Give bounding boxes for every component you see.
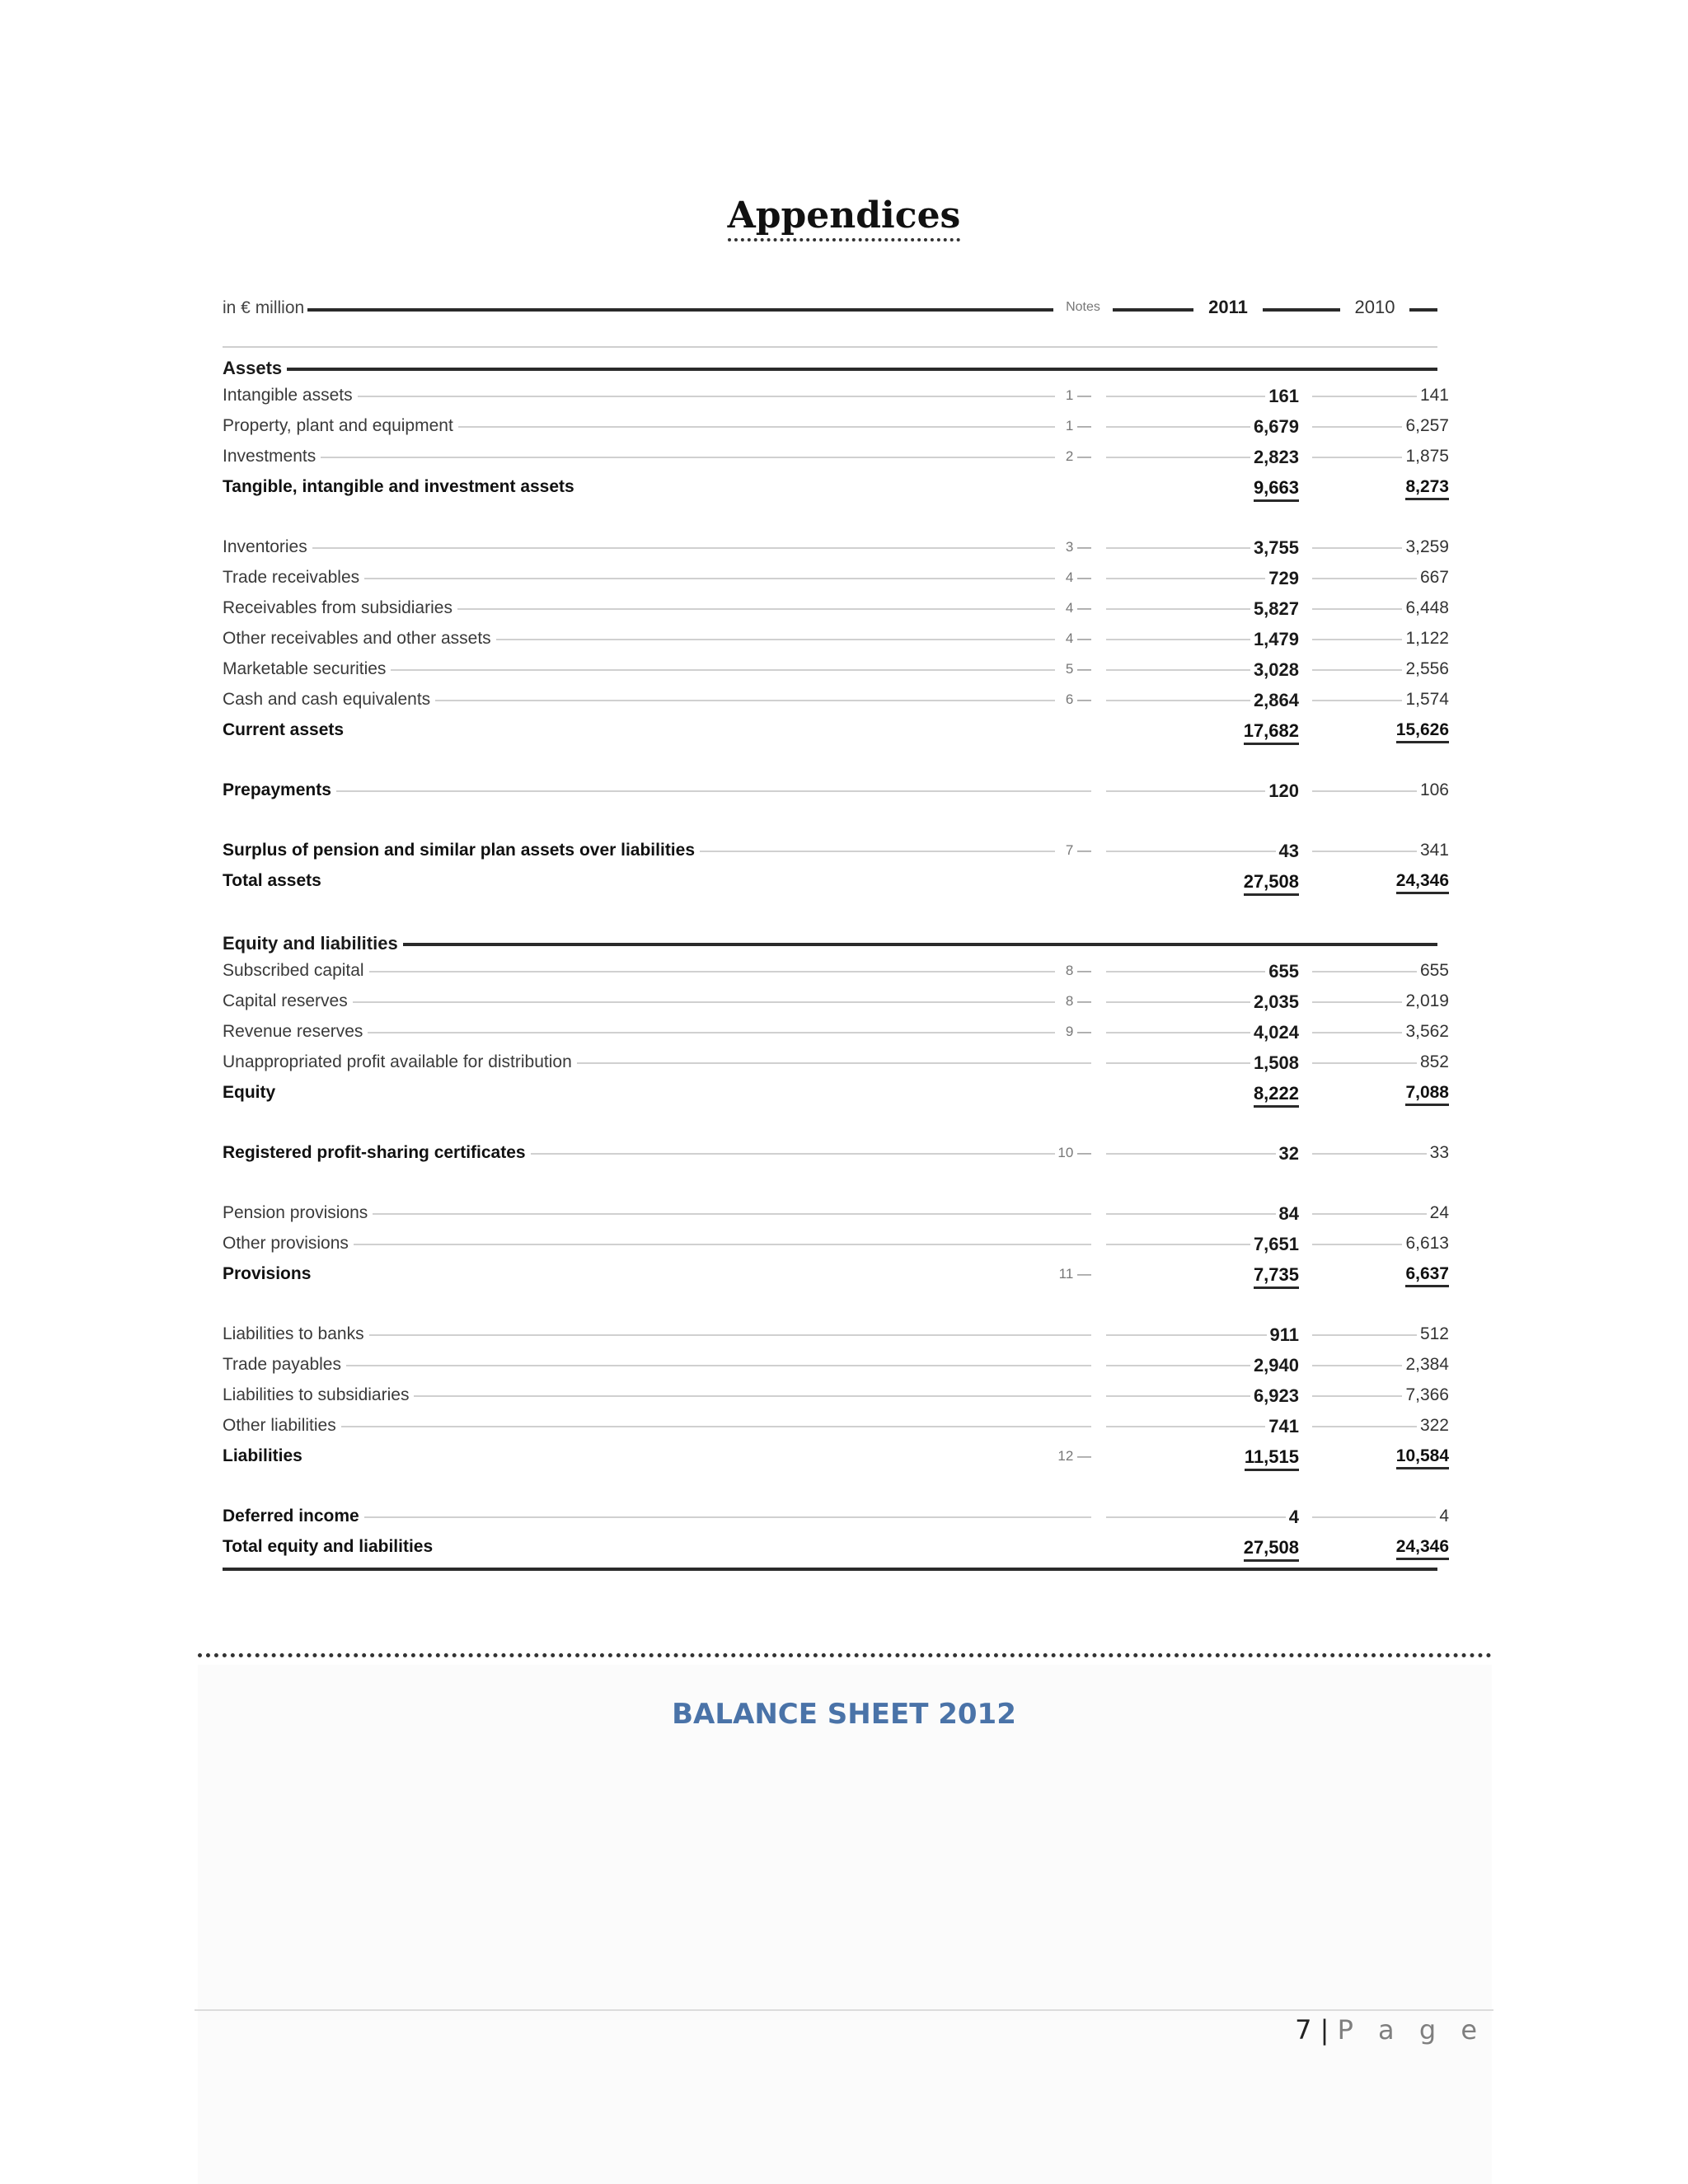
row-note: 4 —	[1065, 600, 1091, 616]
subtotal-row	[223, 715, 1449, 746]
row-label: Property, plant and equipment	[223, 416, 458, 436]
section-label: Assets	[223, 358, 287, 379]
value-2010: 6,637	[1312, 1264, 1449, 1284]
subtotal-row	[223, 1441, 1449, 1472]
value-2011: 84	[1106, 1203, 1299, 1225]
table-row	[223, 956, 1449, 987]
table-header	[223, 288, 1437, 330]
value-2010: 2,384	[1312, 1355, 1449, 1375]
row-note: 1 —	[1065, 387, 1091, 403]
table-row	[223, 1502, 1449, 1532]
row-label: Inventories	[223, 537, 312, 557]
value-2010: 1,122	[1312, 629, 1449, 649]
row-label: Deferred income	[223, 1507, 364, 1526]
table-row	[223, 1017, 1449, 1047]
row-label: Total equity and liabilities	[223, 1537, 438, 1557]
row-note: 12 —	[1057, 1448, 1091, 1464]
value-2011: 3,755	[1106, 537, 1299, 559]
row-gap	[223, 897, 1437, 926]
table-row	[223, 442, 1449, 472]
table-row	[223, 624, 1449, 654]
value-2010: 3,562	[1312, 1022, 1449, 1042]
header-separator	[223, 346, 1437, 348]
page-number: 7	[1295, 2014, 1312, 2046]
row-label: Receivables from subsidiaries	[223, 598, 457, 618]
row-label: Subscribed capital	[223, 961, 369, 981]
value-2010: 106	[1312, 780, 1449, 800]
row-label: Other provisions	[223, 1234, 354, 1254]
section-heading	[223, 926, 1437, 956]
row-label: Current assets	[223, 720, 349, 740]
value-2011: 7,651	[1106, 1234, 1299, 1255]
value-2011: 6,923	[1106, 1385, 1299, 1407]
value-2010: 7,088	[1312, 1083, 1449, 1103]
value-2011: 8,222	[1106, 1083, 1299, 1104]
year-2011-header: 2011	[1193, 297, 1263, 318]
value-2011: 4,024	[1106, 1022, 1299, 1043]
value-2011: 2,035	[1106, 991, 1299, 1013]
value-2010: 8,273	[1312, 477, 1449, 497]
table-row	[223, 836, 1449, 866]
value-2010: 1,574	[1312, 690, 1449, 710]
row-label: Investments	[223, 447, 321, 466]
total-row	[223, 1532, 1449, 1563]
row-label: Surplus of pension and similar plan assets over liabilities	[223, 841, 700, 860]
row-note: 8 —	[1065, 963, 1091, 978]
value-2010: 7,366	[1312, 1385, 1449, 1405]
page-word: P a g e	[1337, 2014, 1485, 2046]
row-gap	[223, 1472, 1437, 1502]
table-row	[223, 1047, 1449, 1078]
table-row	[223, 987, 1449, 1017]
value-2010: 6,448	[1312, 598, 1449, 618]
row-label: Capital reserves	[223, 991, 353, 1011]
row-label: Unappropriated profit available for distribution	[223, 1052, 577, 1072]
value-2010: 341	[1312, 841, 1449, 860]
row-note: 4 —	[1065, 630, 1091, 646]
assets-section	[223, 351, 1449, 897]
value-2011: 2,940	[1106, 1355, 1299, 1376]
table-row	[223, 1350, 1449, 1380]
table-row	[223, 381, 1449, 411]
leader-line	[223, 457, 1055, 458]
row-label: Equity	[223, 1083, 280, 1103]
value-2010: 852	[1312, 1052, 1449, 1072]
value-2010: 24,346	[1312, 871, 1449, 891]
year-2010-header: 2010	[1340, 297, 1409, 318]
value-2011: 655	[1106, 961, 1299, 982]
table-row	[223, 776, 1449, 806]
table-row	[223, 1198, 1449, 1229]
dotted-separator	[198, 1653, 1492, 1657]
row-label: Intangible assets	[223, 386, 358, 405]
page-footer	[1295, 2014, 1485, 2046]
row-gap	[223, 1108, 1437, 1138]
table-row	[223, 563, 1449, 593]
value-2010: 10,584	[1312, 1446, 1449, 1466]
row-label: Liabilities to banks	[223, 1324, 369, 1344]
value-2010: 1,875	[1312, 447, 1449, 466]
value-2011: 6,679	[1106, 416, 1299, 438]
table-row	[223, 1411, 1449, 1441]
value-2011: 27,508	[1106, 1537, 1299, 1558]
row-label: Cash and cash equivalents	[223, 690, 435, 710]
value-2011: 9,663	[1106, 477, 1299, 499]
value-2010: 6,257	[1312, 416, 1449, 436]
total-row	[223, 866, 1449, 897]
value-2010: 24	[1312, 1203, 1449, 1223]
value-2011: 3,028	[1106, 659, 1299, 681]
value-2010: 4	[1312, 1507, 1449, 1526]
value-2011: 17,682	[1106, 720, 1299, 742]
row-label: Prepayments	[223, 780, 336, 800]
value-2010: 322	[1312, 1416, 1449, 1436]
row-note: 11 —	[1058, 1266, 1091, 1282]
row-note: 3 —	[1065, 539, 1091, 555]
unit-label: in € million	[223, 298, 307, 318]
table-row	[223, 411, 1449, 442]
value-2010: 24,346	[1312, 1537, 1449, 1557]
value-2011: 741	[1106, 1416, 1299, 1437]
row-label: Total assets	[223, 871, 326, 891]
row-note: 9 —	[1065, 1024, 1091, 1039]
leader-line	[223, 547, 1055, 549]
table-row	[223, 1380, 1449, 1411]
row-label: Other receivables and other assets	[223, 629, 496, 649]
row-label: Tangible, intangible and investment assets	[223, 477, 579, 497]
value-2011: 7,735	[1106, 1264, 1299, 1286]
section-rule	[223, 368, 1437, 371]
figure-caption: BALANCE SHEET 2012	[672, 1698, 1016, 1731]
value-2010: 655	[1312, 961, 1449, 981]
table-row	[223, 654, 1449, 685]
footer-rule	[195, 2009, 1493, 2011]
balance-sheet-table	[223, 288, 1449, 1571]
table-row	[223, 1138, 1449, 1169]
value-2011: 1,479	[1106, 629, 1299, 650]
row-note: 1 —	[1065, 418, 1091, 434]
value-2011: 2,864	[1106, 690, 1299, 711]
leader-line	[223, 1365, 1091, 1366]
leader-line	[223, 790, 1091, 792]
value-2010: 33	[1312, 1143, 1449, 1163]
page-separator: |	[1320, 2014, 1329, 2046]
value-2011: 1,508	[1106, 1052, 1299, 1074]
row-note: 6 —	[1065, 691, 1091, 707]
table-row	[223, 532, 1449, 563]
value-2011: 120	[1106, 780, 1299, 802]
value-2011: 27,508	[1106, 871, 1299, 893]
page-bottom-shade	[198, 1665, 1492, 2184]
table-row	[223, 685, 1449, 715]
row-label: Revenue reserves	[223, 1022, 368, 1042]
value-2011: 729	[1106, 568, 1299, 589]
row-note: 5 —	[1065, 661, 1091, 677]
value-2010: 3,259	[1312, 537, 1449, 557]
row-label: Marketable securities	[223, 659, 391, 679]
page-title: Appendices	[0, 194, 1688, 237]
subtotal-row	[223, 1078, 1449, 1108]
section-heading	[223, 351, 1437, 381]
row-gap	[223, 503, 1437, 532]
row-note: 7 —	[1065, 842, 1091, 858]
value-2011: 161	[1106, 386, 1299, 407]
row-label: Liabilities to subsidiaries	[223, 1385, 414, 1405]
row-note: 8 —	[1065, 993, 1091, 1009]
row-gap	[223, 1290, 1437, 1319]
value-2011: 2,823	[1106, 447, 1299, 468]
value-2010: 141	[1312, 386, 1449, 405]
row-label: Pension provisions	[223, 1203, 373, 1223]
value-2011: 11,515	[1106, 1446, 1299, 1468]
table-end-rule	[223, 1568, 1437, 1571]
section-label: Equity and liabilities	[223, 933, 403, 954]
value-2011: 43	[1106, 841, 1299, 862]
notes-header: Notes	[1053, 300, 1113, 315]
row-gap	[223, 746, 1437, 776]
value-2011: 5,827	[1106, 598, 1299, 620]
row-label: Trade receivables	[223, 568, 364, 588]
subtotal-row	[223, 472, 1449, 503]
value-2010: 15,626	[1312, 720, 1449, 740]
row-label: Liabilities	[223, 1446, 307, 1466]
row-note: 4 —	[1065, 569, 1091, 585]
leader-line	[223, 1426, 1091, 1427]
row-label: Provisions	[223, 1264, 316, 1284]
row-note: 10 —	[1057, 1145, 1091, 1160]
row-gap	[223, 1169, 1437, 1198]
equity-liabilities-section	[223, 926, 1449, 1571]
row-label: Other liabilities	[223, 1416, 341, 1436]
value-2011: 911	[1106, 1324, 1299, 1346]
value-2011: 32	[1106, 1143, 1299, 1165]
value-2011: 4	[1106, 1507, 1299, 1528]
value-2010: 667	[1312, 568, 1449, 588]
row-label: Trade payables	[223, 1355, 346, 1375]
value-2010: 2,019	[1312, 991, 1449, 1011]
table-row	[223, 1319, 1449, 1350]
value-2010: 512	[1312, 1324, 1449, 1344]
table-row	[223, 1229, 1449, 1259]
subtotal-row	[223, 1259, 1449, 1290]
section-rule	[223, 943, 1437, 946]
row-gap	[223, 806, 1437, 836]
value-2010: 2,556	[1312, 659, 1449, 679]
value-2010: 6,613	[1312, 1234, 1449, 1254]
table-row	[223, 593, 1449, 624]
row-note: 2 —	[1065, 448, 1091, 464]
row-label: Registered profit-sharing certificates	[223, 1143, 531, 1163]
